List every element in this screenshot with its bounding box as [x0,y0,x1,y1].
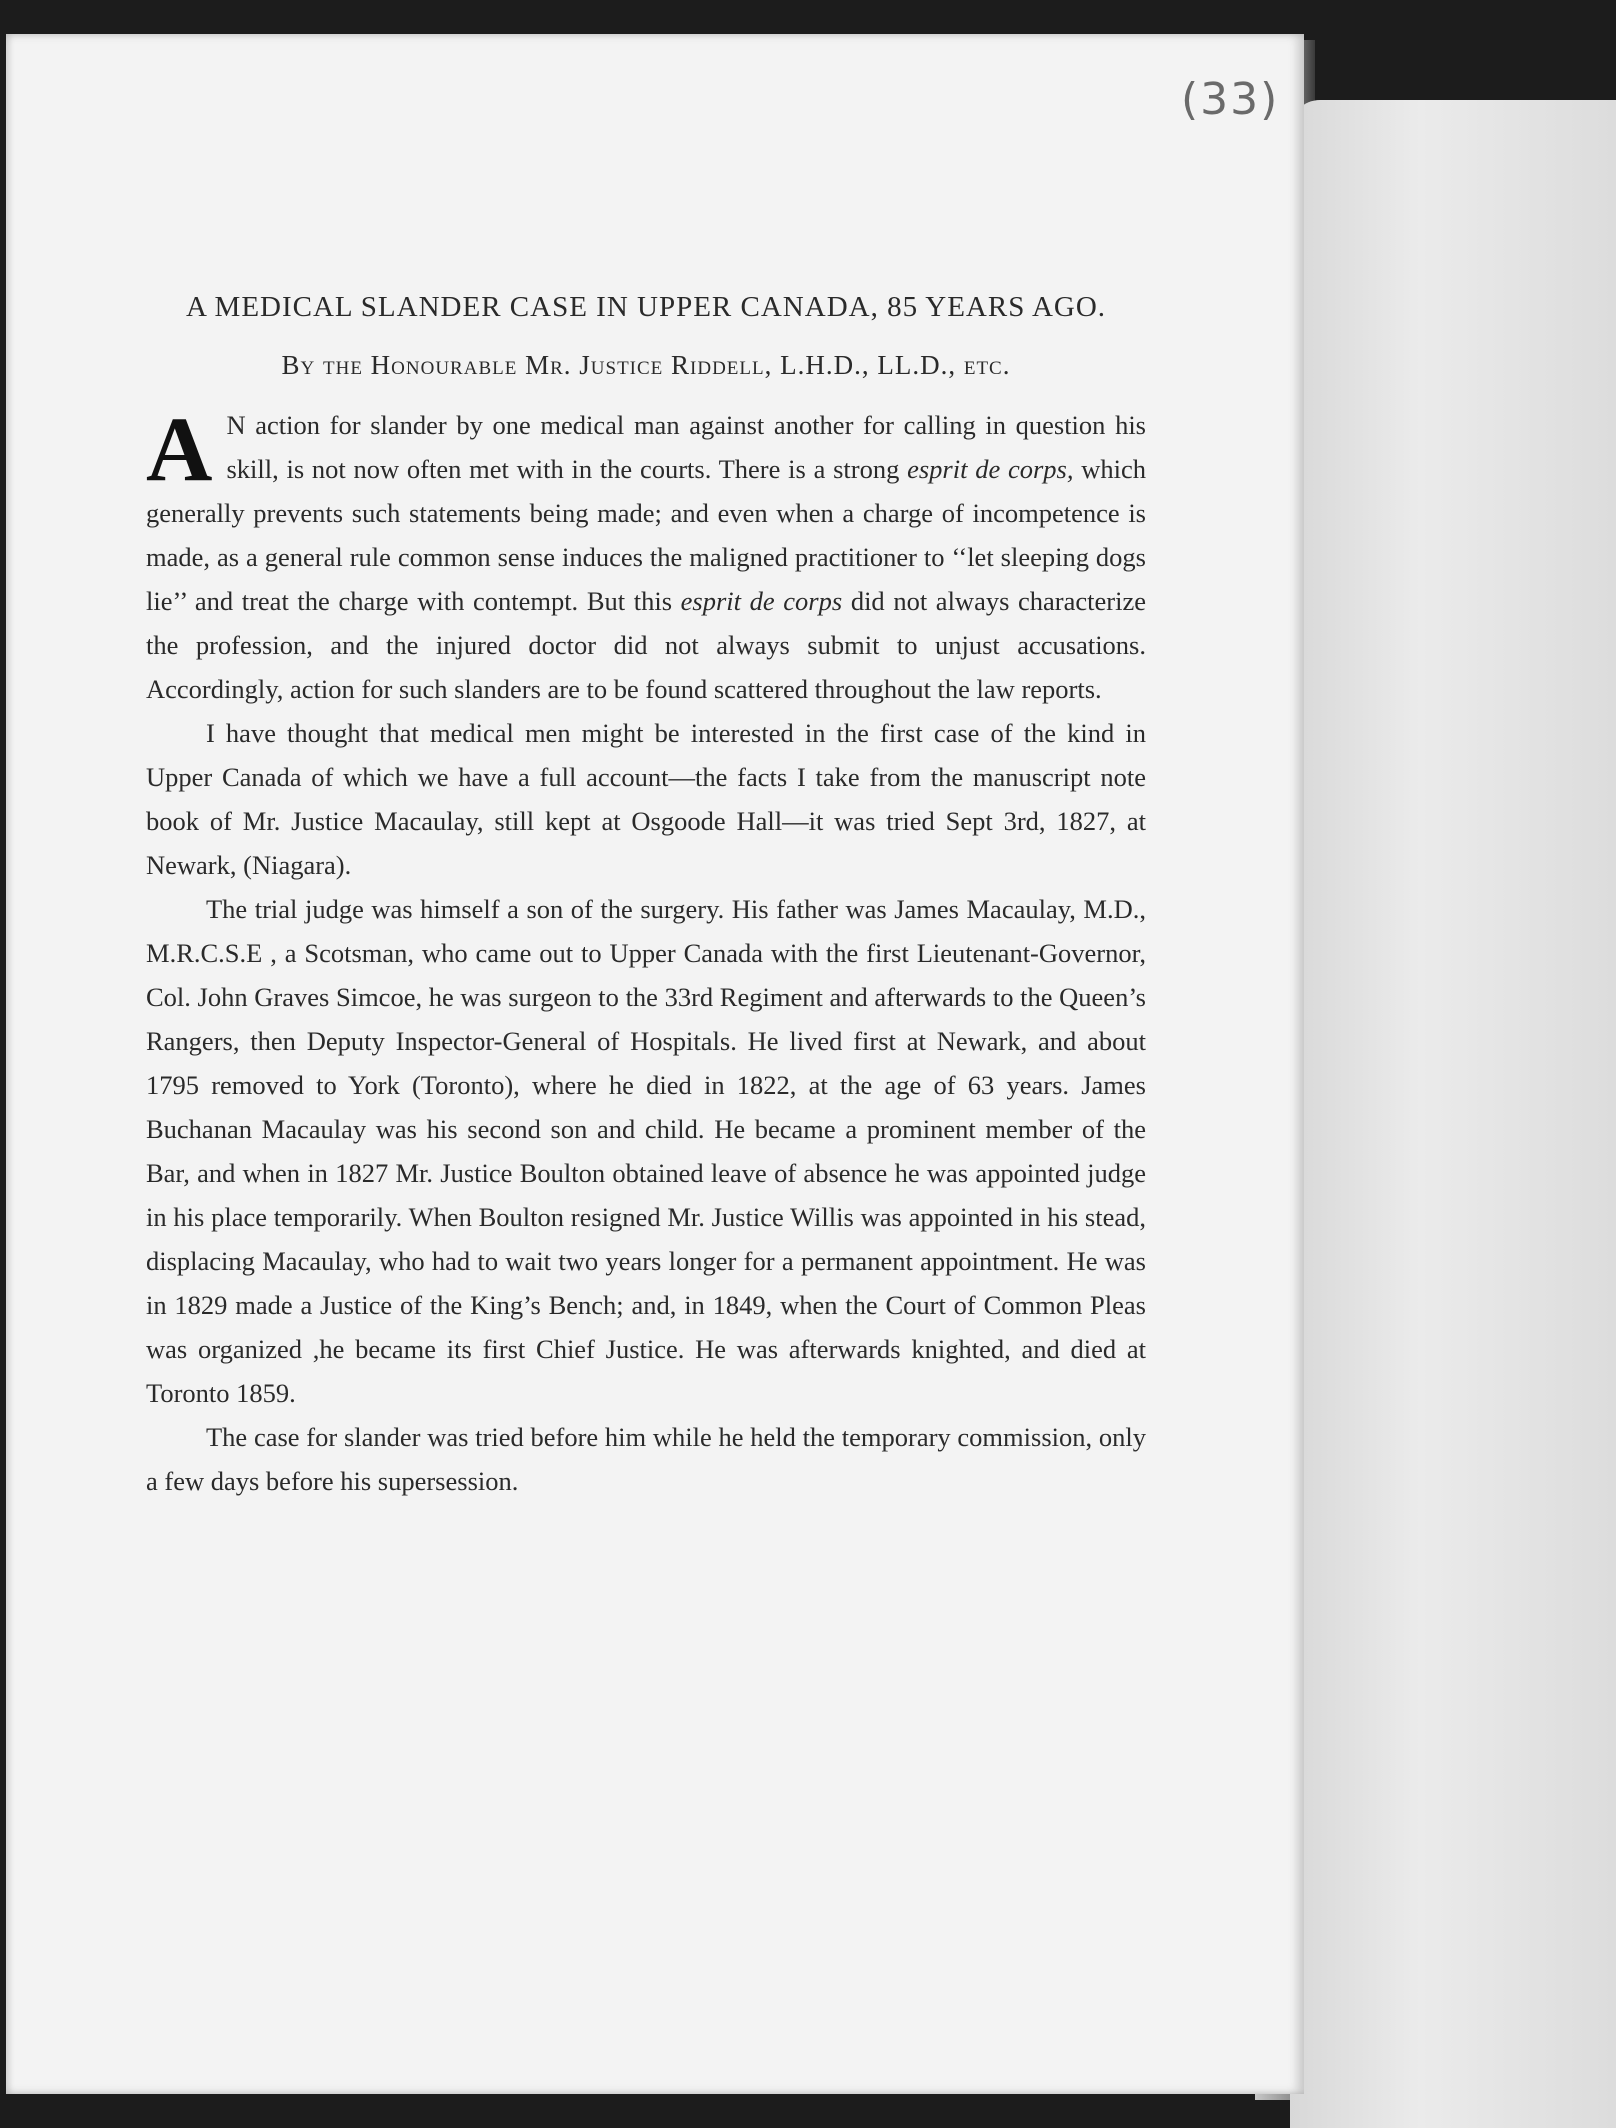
article-byline: By the Honourable Mr. Justice Riddell, L.H.D., LL.D., etc. [281,350,1011,380]
paragraph-2: I have thought that medical men might be interested in the first case of the kind in Upper Canada of which we have a full account—the facts I take from the manuscript note book of Mr. Justice Macaulay, still kept at Osgoode Hall—it was tried Sept 3rd, 1827, at Newark, (Niagara). [146,718,1146,880]
paragraph-1-italic-a: esprit de corps, [907,454,1074,484]
article [146,284,1146,1503]
folio-mark: (33) [1181,74,1280,125]
paragraph-1 [146,398,1146,711]
article-title: A MEDICAL SLANDER CASE IN UPPER CANADA, 85 YEARS AGO. [185,291,1107,323]
paragraph-1-text-a: N action for slander by one medical man against another for calling in question his skill, is not now often met with in the courts. There is a strong [226,410,1146,484]
paragraph-1-italic-b: esprit de corps [680,586,843,616]
document-page [6,34,1304,2094]
facing-page [1290,100,1616,2128]
paragraph-4: The case for slander was tried before him while he held the temporary commission, only a few days before his supersession. [146,1422,1146,1496]
paragraph-1-text-c: did not always characterize the profession, and the injured doctor did not always submit to unjust accusations. Accordingly, action for such slanders are to be found scattered throughout the law reports. [146,586,1146,704]
drop-cap: A [146,398,213,500]
paragraph-3: The trial judge was himself a son of the surgery. His father was James Macaulay, M.D., M.R.C.S.E , a Scotsman, who came out to Upper Canada with the first Lieutenant-Governor, Col. John Graves Simcoe, he was surgeon to the 33rd Regiment and afterwards to the Queen’s Rangers, then Deputy Inspector-General of Hospitals. He lived first at Newark, and about 1795 removed to York (Toronto), where he died in 1822, at the age of 63 years. James Buchanan Macaulay was his second son and child. He became a prominent member of the Bar, and when in 1827 Mr. Justice Boulton obtained leave of absence he was appointed judge in his place temporarily. When Boulton resigned Mr. Justice Willis was appointed in his stead, displacing Macaulay, who had to wait two years longer for a permanent appointment. He was in 1829 made a Justice of the King’s Bench; and, in 1849, when the Court of Common Pleas was organized ,he became its first Chief Justice. He was afterwards knighted, and died at Toronto 1859. [146,894,1146,1408]
paragraph-1-text-b: which generally prevents such statements being made; and even when a charge of incompetence is made, as a general rule common sense induces the maligned practitioner to ‘‘let sleeping dogs lie’’ and treat the charge with contempt. But this [146,454,1146,616]
